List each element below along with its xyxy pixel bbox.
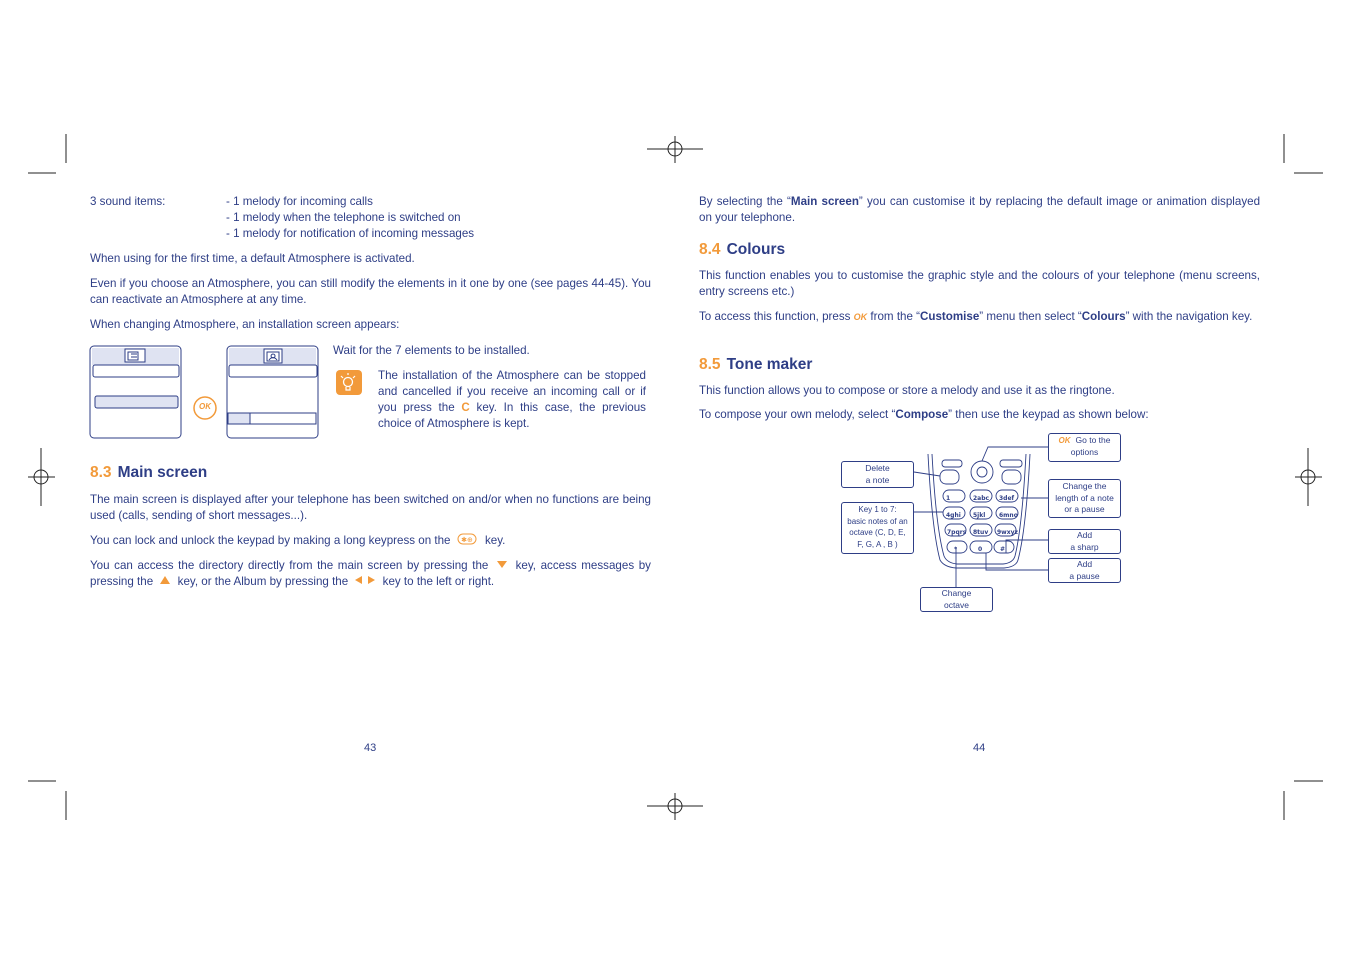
colours-bold: Colours <box>1081 310 1126 323</box>
callout-add-sharp <box>1048 529 1121 554</box>
ok-key-icon: OK <box>853 312 868 322</box>
intro-text: By selecting the “ <box>699 195 791 208</box>
ok-nav-icon <box>971 461 993 483</box>
section-title: Tone maker <box>726 356 813 373</box>
keypad-key-label: 5jkl <box>973 512 986 519</box>
section-title: Main screen <box>117 464 208 481</box>
intro-text: ” you can customise it by replacing the default image or animation displayed on your telephone. <box>699 195 1261 224</box>
tip-icon <box>336 370 362 395</box>
keypad-key-label: 8tuv <box>973 529 989 536</box>
page-number-right: 44 <box>973 742 986 754</box>
colours-text: To access this function, press <box>699 310 851 323</box>
callout-line: options <box>1070 446 1099 457</box>
sound-items-label: 3 sound items: <box>90 195 166 208</box>
callout-change-octave <box>920 587 993 612</box>
main-screen-para3 <box>90 558 651 590</box>
callout-line: Delete <box>865 463 890 473</box>
keypad-key-label: 4ghi <box>946 512 961 519</box>
callout-add-pause <box>1048 558 1121 583</box>
keypad-key-label: 3def <box>999 495 1015 502</box>
tone-bold: Compose <box>895 408 949 421</box>
section-title: Colours <box>726 241 786 258</box>
phone-screen-after <box>227 346 318 438</box>
star-key-icon <box>457 533 479 545</box>
sound-item: - 1 melody for incoming calls <box>226 195 373 208</box>
up-arrow-key-icon <box>159 575 171 585</box>
left-right-arrow-key-icon <box>354 575 376 585</box>
section-main-screen-heading <box>90 464 207 482</box>
colours-para1: This function enables you to customise the graphic style and the colours of your telephone (menu screens, entry screens etc.) <box>699 269 1260 298</box>
para3-text: key, or the Album by pressing the <box>177 575 349 588</box>
main-screen-para1: The main screen is displayed after your telephone has been switched on and/or when no functions are being used (calls, sending of short messages...). <box>90 493 651 522</box>
colours-text: from the “ <box>870 310 921 323</box>
page-number-left: 43 <box>364 742 377 754</box>
callout-line: octave <box>943 599 970 610</box>
callout-line: basic notes of an <box>847 516 908 526</box>
keypad-key-label: # <box>1000 546 1006 553</box>
keypad-key-label: 2abc <box>973 495 990 502</box>
para-first-time: When using for the first time, a default Atmosphere is activated. <box>90 252 415 265</box>
callout-line: octave (C, D, E, <box>849 528 906 537</box>
intro-bold: Main screen <box>790 195 859 208</box>
tone-maker-para2 <box>699 407 1260 423</box>
keypad-key-label: * <box>954 546 958 553</box>
section-colours-heading <box>699 241 785 259</box>
wait-text: Wait for the 7 elements to be installed. <box>333 344 530 357</box>
para3-text: You can access the directory directly from the main screen by pressing the <box>90 559 489 572</box>
callout-go-options <box>1048 433 1121 462</box>
ok-button-label: OK <box>199 402 211 411</box>
callout-line: Change the <box>1062 481 1107 491</box>
hangup-key <box>1002 470 1021 484</box>
leader-go-options <box>982 447 1048 461</box>
section-number: 8.5 <box>699 356 721 373</box>
callout-line: F, G, A , B ) <box>857 539 898 549</box>
para3-text: key, access messages by pressing the <box>90 559 651 588</box>
tone-text: ” then use the keypad as shown below: <box>948 408 1149 421</box>
section-number: 8.4 <box>699 241 721 258</box>
callout-line: a note <box>865 474 890 485</box>
para3-text: key to the left or right. <box>382 575 495 588</box>
tip-text-part1: The installation of the Atmosphere can be stopped and cancelled if you receive an incoming call or if you press the <box>378 369 646 414</box>
keypad-key-label: 7pqrs <box>947 529 967 536</box>
sound-item: - 1 melody when the telephone is switched on <box>226 211 461 224</box>
c-key-icon: C <box>461 401 470 414</box>
keypad-key-label: 0 <box>978 546 983 553</box>
sound-item: - 1 melody for notification of incoming messages <box>226 227 475 240</box>
tip-text-part2: key. In this case, the previous choice of Atmosphere is kept. <box>378 401 646 430</box>
tone-maker-para1: This function allows you to compose or store a melody and use it as the ringtone. <box>699 384 1115 397</box>
callout-delete-note <box>841 461 914 488</box>
callout-line: Change <box>941 588 972 598</box>
section-tone-maker-heading <box>699 356 812 374</box>
atmosphere-install-illustration <box>88 344 320 440</box>
callout-line: Add <box>1076 530 1093 540</box>
down-arrow-key-icon <box>496 559 508 569</box>
callout-line: Key 1 to 7: <box>858 505 897 514</box>
para2-text: You can lock and unlock the keypad by making a long keypress on the <box>90 534 451 547</box>
callout-line: length of a note <box>1055 492 1114 503</box>
callout-change-length <box>1048 479 1121 518</box>
callout-line <box>1049 435 1120 447</box>
ok-key-icon: OK <box>1058 436 1071 445</box>
colours-bold: Customise <box>920 310 980 323</box>
c-key <box>940 470 959 484</box>
main-screen-para2 <box>90 533 651 549</box>
colours-para2 <box>699 309 1260 325</box>
main-screen-intro <box>699 194 1260 226</box>
keypad-key-label: 1 <box>946 495 951 502</box>
keypad-key-label: 9wxyz <box>997 529 1018 536</box>
callout-line: or a pause <box>1064 504 1105 514</box>
section-number: 8.3 <box>90 464 112 481</box>
callout-keys-1-7 <box>841 502 914 554</box>
para-modify: Even if you choose an Atmosphere, you can still modify the elements in it one by one (see pages 44-45). You can reactivate an Atmosphere at any time. <box>90 277 651 306</box>
para2-text-end: key. <box>484 534 506 547</box>
leader-delete-note <box>914 472 940 476</box>
svg-text:✱⊕: ✱⊕ <box>460 536 473 544</box>
colours-text: ” menu then select “ <box>979 310 1082 323</box>
callout-text: Go to the <box>1075 435 1111 445</box>
phone-screen-before <box>90 346 181 438</box>
sound-items-list <box>226 194 474 242</box>
colours-text: ” with the navigation key. <box>1125 310 1253 323</box>
tone-text: To compose your own melody, select “ <box>699 408 896 421</box>
callout-line: Add <box>1076 559 1093 569</box>
tip-text <box>378 368 646 432</box>
callout-line: a pause <box>1069 570 1100 581</box>
keypad-key-label: 6mno <box>999 512 1018 519</box>
para-install-screen: When changing Atmosphere, an installation screen appears: <box>90 318 400 331</box>
callout-line: a sharp <box>1070 541 1099 552</box>
